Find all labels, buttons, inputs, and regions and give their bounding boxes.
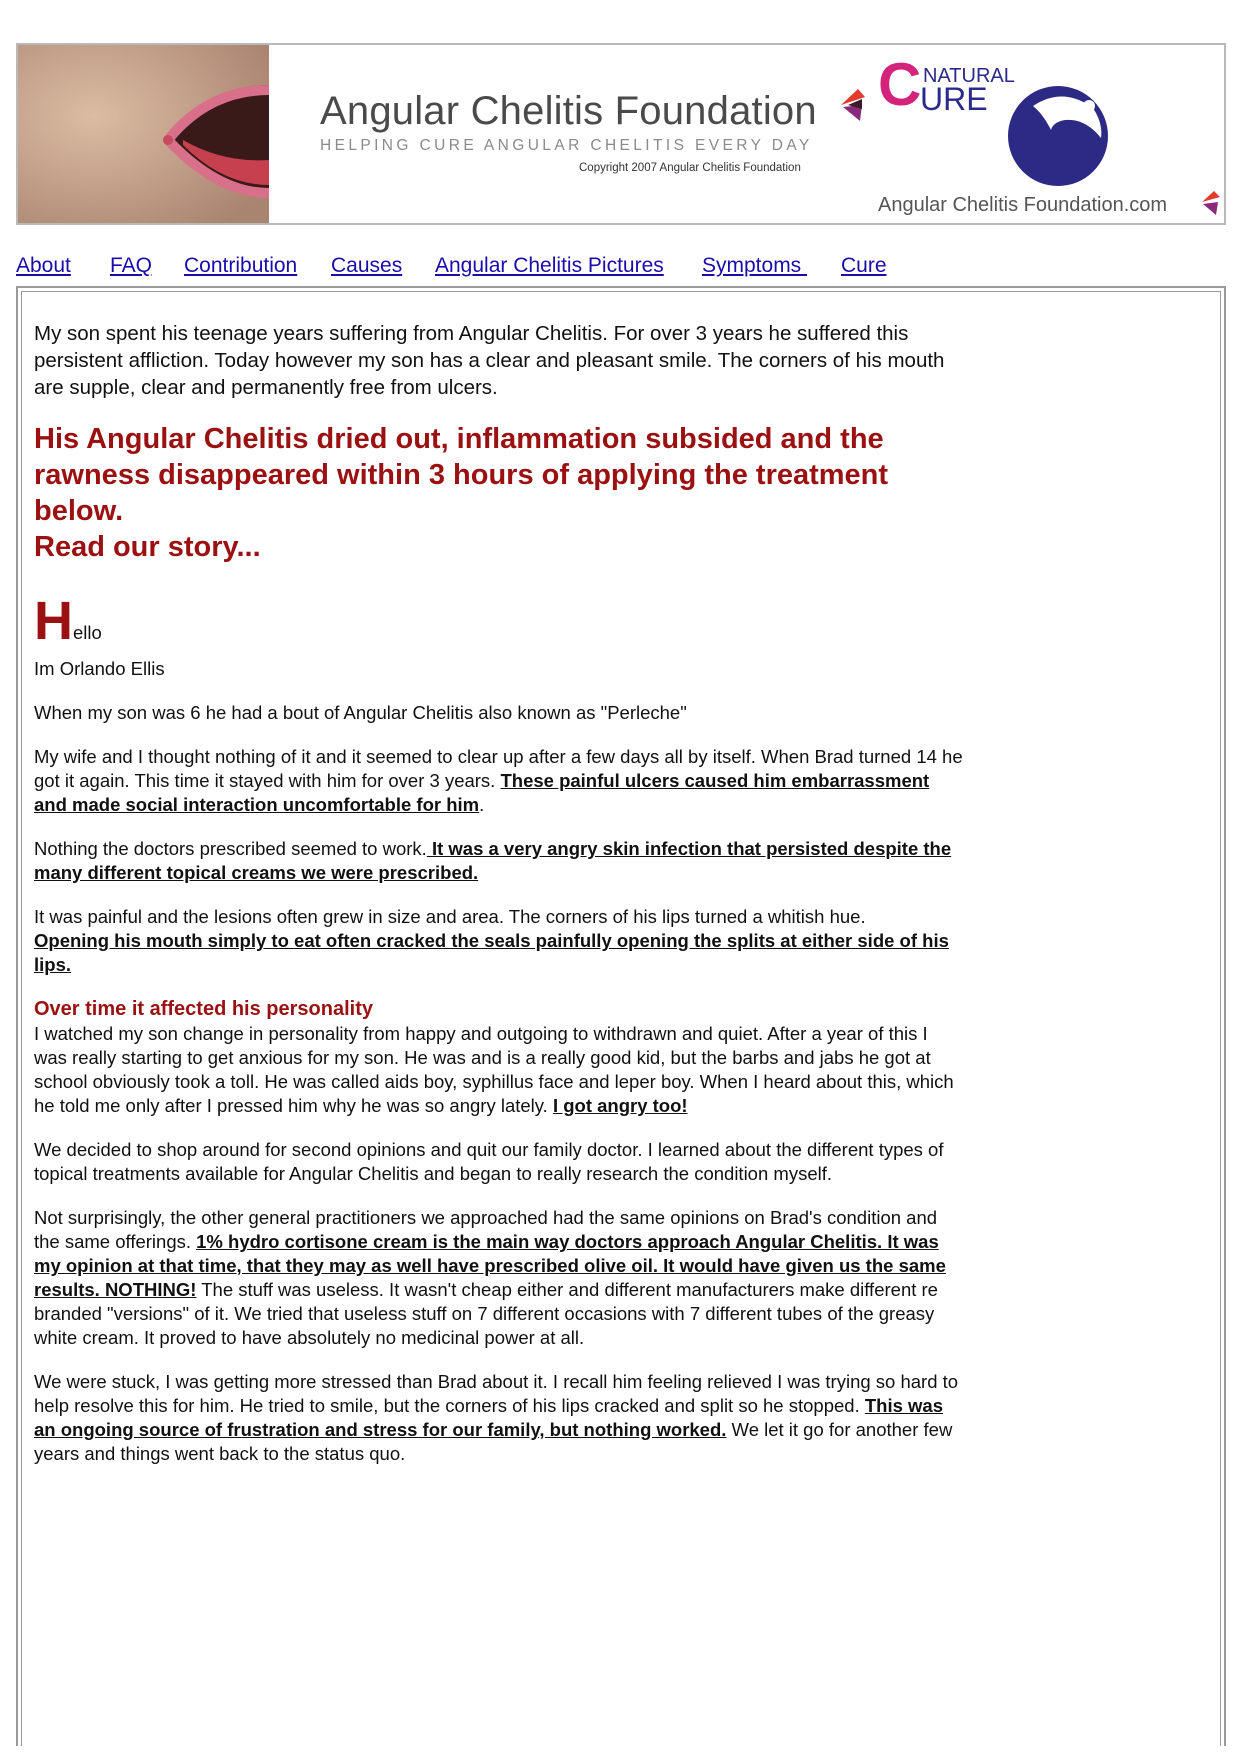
nav-pictures[interactable]: Angular Chelitis Pictures — [435, 254, 664, 277]
natural-cure-logo-natural: NATURAL — [923, 65, 1015, 87]
paragraph-doctors-emphasis: It was a very angry skin infection that persisted despite the many different topical creams we were prescribed. — [34, 838, 952, 883]
paragraph-practitioners-text: Not surprisingly, the other general practitioners we approached had the same opinions on Brad's condition and the same offerings. — [34, 1207, 938, 1252]
lips-icon — [838, 85, 868, 125]
lips-icon-small — [1200, 188, 1222, 218]
headline-read-story: Read our story... — [34, 531, 261, 563]
intro-paragraph: My son spent his teenage years suffering from Angular Chelitis. For over 3 years he suffered this persistent affliction. Today however my son has a clear and pleasant smile. The corners of his mouth are supple, clear and permanently free from ulcers. — [34, 322, 945, 399]
foundation-title: Angular Chelitis Foundation — [320, 89, 817, 133]
greeting-initial: H — [34, 591, 73, 651]
nav-symptoms[interactable]: Symptoms — [702, 254, 808, 277]
paragraph-personality — [34, 997, 964, 1118]
site-domain: Angular Chelitis Foundation.com — [878, 194, 1168, 216]
natural-cure-logo-c: C — [878, 51, 922, 118]
subheading-personality: Over time it affected his personality — [34, 998, 373, 1020]
paragraph-stuck-text: We were stuck, I was getting more stressed than Brad about it. I recall him feeling relieved I was trying so hard to help resolve this for him. He tried to smile, but the corners of his lips cracked and split so he stopped. — [34, 1371, 959, 1416]
paragraph-stuck-end: We let it go for another few years and things went back to the status quo. — [34, 1419, 953, 1464]
greeting-rest: ello — [73, 622, 102, 643]
natural-cure-logo-ure: URE — [920, 81, 988, 117]
copyright-note: Copyright 2007 Angular Chelitis Foundation — [579, 162, 801, 174]
greeting — [34, 591, 964, 651]
nav-about[interactable]: About — [16, 254, 71, 277]
foundation-tagline: HELPING CURE ANGULAR CHELITIS EVERY DAY — [320, 137, 813, 154]
mouth-photo — [18, 45, 269, 223]
paragraph-personality-emphasis: I got angry too! — [552, 1095, 688, 1116]
nav-faq[interactable]: FAQ — [110, 254, 153, 277]
paragraph-practitioners-emphasis: 1% hydro cortisone cream is the main way doctors approach Angular Chelitis. It was my opinion at that time, that they may as well have prescribed olive oil. It would have given us the same results. NOTHING! — [34, 1231, 946, 1300]
paragraph-painful-text: It was painful and the lesions often grew in size and area. The corners of his lips turned a whitish hue. — [34, 906, 866, 927]
headline-claim: His Angular Chelitis dried out, inflammation subsided and the rawness disappeared within 3 hours of applying the treatment below. — [34, 423, 889, 527]
paragraph-practitioners-end: The stuff was useless. It wasn't cheap either and different manufacturers make different re branded "versions" of it. We tried that useless stuff on 7 different occasions with 7 different tubes of the greasy white cream. It proved to have absolutely no medicinal power at all. — [34, 1279, 938, 1348]
paragraph-wife-end: . — [479, 794, 485, 815]
nav-contribution[interactable]: Contribution — [184, 254, 298, 277]
paragraph-name: Im Orlando Ellis — [34, 658, 165, 679]
paragraph-stuck-emphasis: This was an ongoing source of frustration and stress for our family, but nothing worked. — [34, 1395, 943, 1440]
paragraph-shop-around: We decided to shop around for second opinions and quit our family doctor. I learned about the different types of topical treatments available for Angular Chelitis and began to really research the condition myself. — [34, 1139, 944, 1184]
paragraph-doctors-text: Nothing the doctors prescribed seemed to work. — [34, 838, 427, 859]
paragraph-practitioners — [34, 1206, 964, 1350]
paragraph-doctors — [34, 837, 964, 885]
headline — [34, 421, 964, 565]
paragraph-stuck — [34, 1370, 964, 1466]
paragraph-personality-text: I watched my son change in personality from happy and outgoing to withdrawn and quiet. After a year of this I was really starting to get anxious for my son. He was and is a really good kid, but the barbs and jabs he got at school obviously took a toll. He was called aids boy, syphillus face and leper boy. When I heard about this, which he told me only after I pressed him why he was so angry lately. — [34, 1023, 954, 1116]
paragraph-painful — [34, 905, 964, 977]
nav-causes[interactable]: Causes — [331, 254, 403, 277]
site-banner — [16, 43, 1226, 225]
paragraph-wife-emphasis: These painful ulcers caused him embarrassment and made social interaction uncomfortable for him — [34, 770, 930, 815]
paragraph-wife-text: My wife and I thought nothing of it and it seemed to clear up after a few days all by itself. When Brad turned 14 he got it again. This time it stayed with him for over 3 years. — [34, 746, 963, 791]
article-column — [34, 320, 964, 1486]
paragraph-wife — [34, 745, 964, 817]
nav-cure[interactable]: Cure — [841, 254, 887, 277]
moon-face-icon — [1003, 78, 1113, 188]
paragraph-painful-emphasis: Opening his mouth simply to eat often cracked the seals painfully opening the splits at either side of his lips. — [34, 930, 949, 975]
paragraph-son-age-6: When my son was 6 he had a bout of Angular Chelitis also known as "Perleche" — [34, 702, 687, 723]
